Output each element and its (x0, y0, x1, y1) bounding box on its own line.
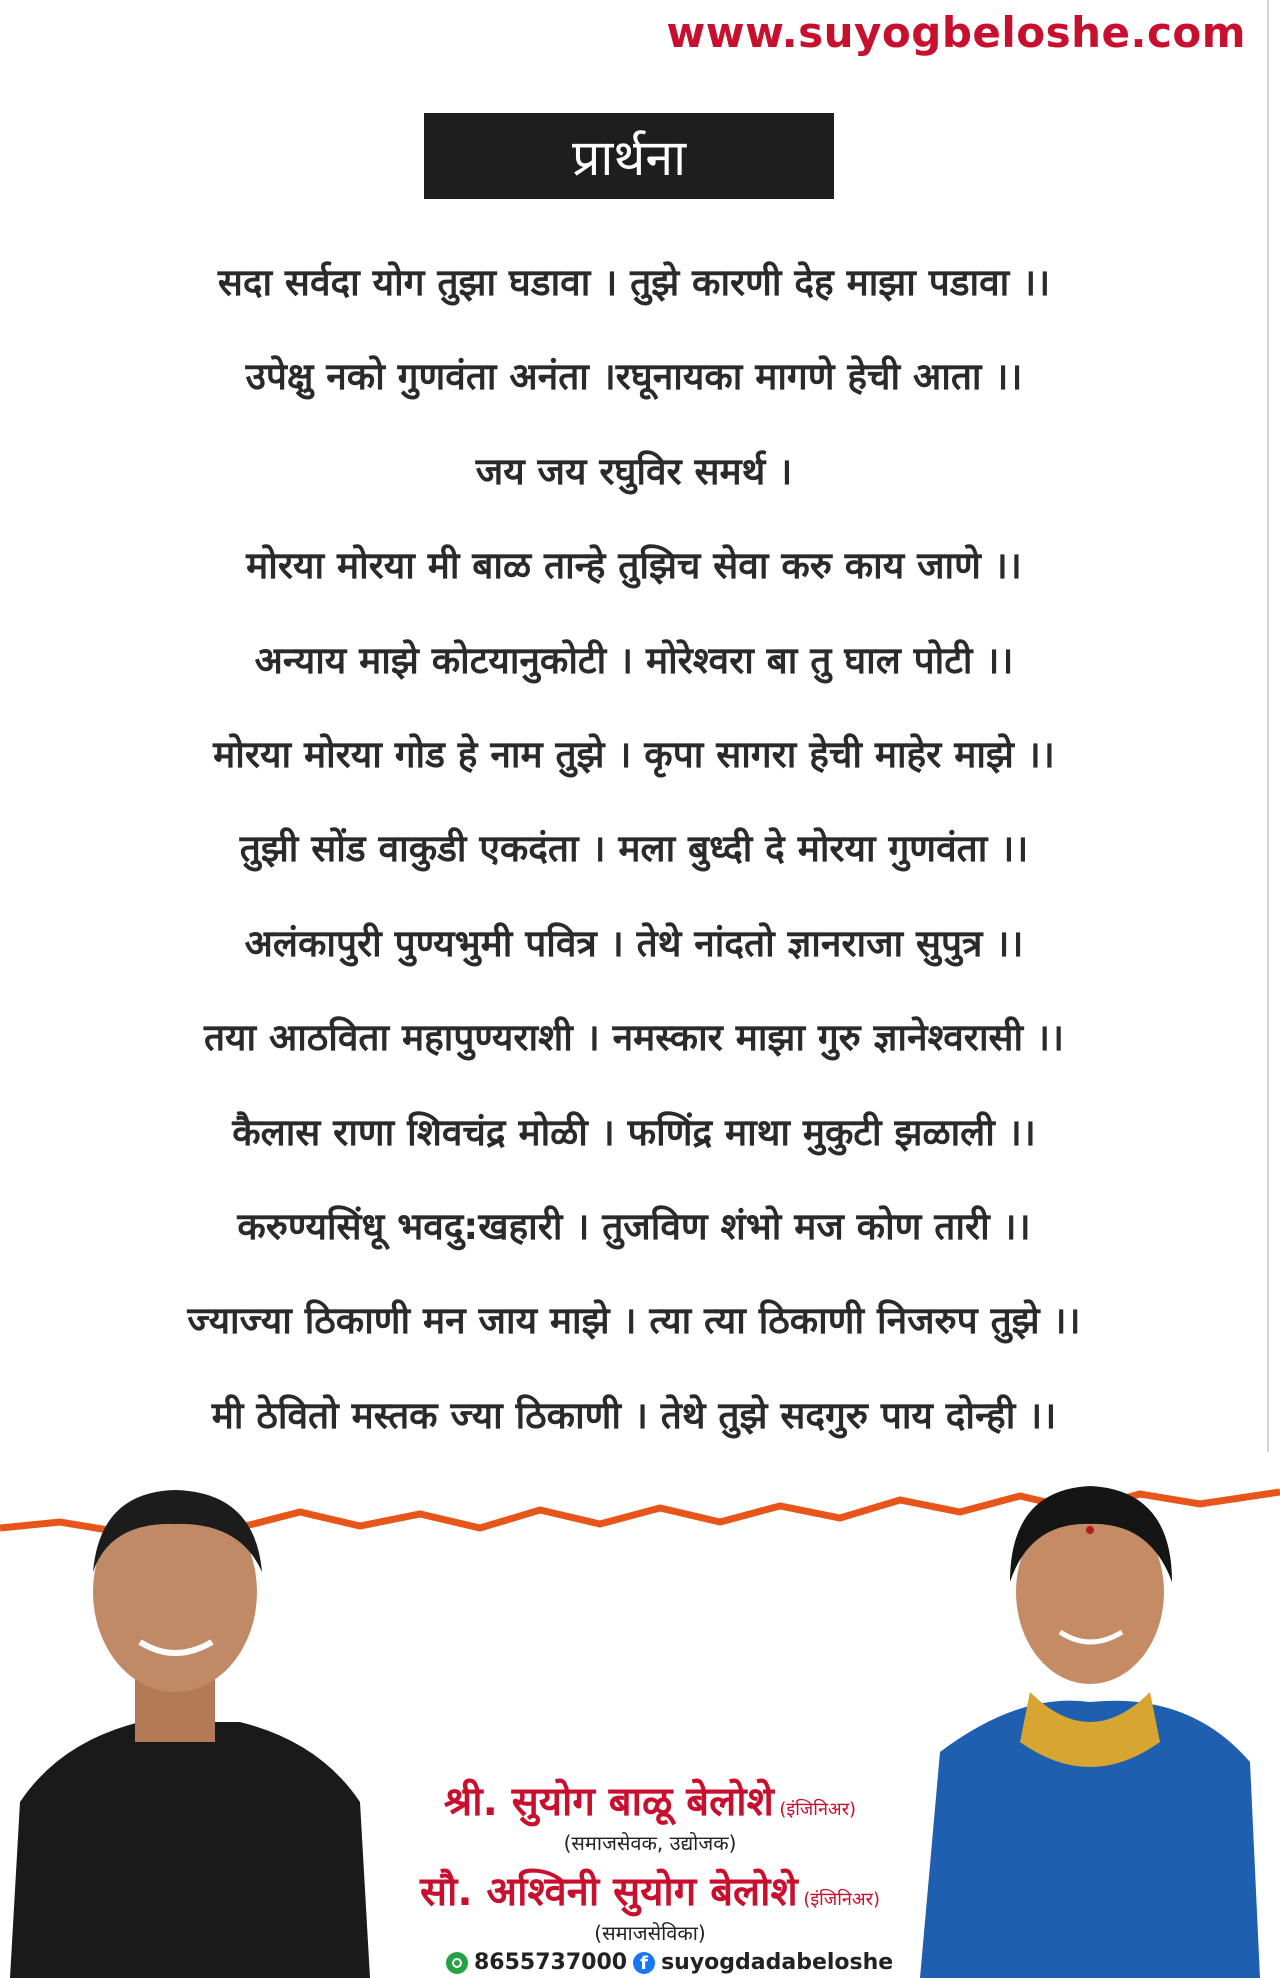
facebook-handle[interactable]: suyogdadabeloshe (661, 1950, 894, 1975)
man-portrait (0, 1472, 380, 1978)
verse-line: करुण्यसिंधू भवदु:खहारी । तुजविण शंभो मज कोण तारी ।। (237, 1204, 1031, 1248)
page-title (424, 113, 834, 199)
woman-portrait (900, 1462, 1280, 1978)
facebook-icon: f (633, 1952, 655, 1974)
verse-line: कैलास राणा शिवचंद्र मोळी । फणिंद्र माथा मुकुटी झळाली ।। (232, 1110, 1036, 1154)
verse-line: मोरया मोरया गोड हे नाम तुझे । कृपा सागरा हेची माहेर माझे ।। (213, 732, 1055, 776)
website-url[interactable]: www.suyogbeloshe.com (666, 8, 1246, 57)
person2-name-line (380, 1862, 920, 1917)
verse-line: तया आठविता महापुण्यराशी । नमस्कार माझा गुरु ज्ञानेश्वरासी ।। (203, 1016, 1065, 1060)
verse-line: ज्याज्या ठिकाणी मन जाय माझे । त्या त्या ठिकाणी निजरुप तुझे ।। (187, 1299, 1081, 1343)
page-title-text: प्रार्थना (571, 129, 687, 187)
contact-row (446, 1950, 893, 1975)
verse-line: मी ठेवितो मस्तक ज्या ठिकाणी । तेथे तुझे सदगुरु पाय दोन्ही ।। (211, 1393, 1057, 1437)
verse-line: उपेक्षु नको गुणवंता अनंता ।रघूनायका मागणे हेची आता ।। (245, 355, 1023, 399)
verse-line: जय जय रघुविर समर्थ । (475, 449, 793, 493)
person2-tag: (इंजिनिअर) (803, 1889, 880, 1910)
names-block (380, 1772, 920, 1952)
verse-line: सदा सर्वदा योग तुझा घडावा । तुझे कारणी देह माझा पडावा ।। (217, 261, 1051, 304)
verse-line: मोरया मोरया मी बाळ तान्हे तुझिच सेवा करु काय जाणे ।। (246, 544, 1022, 588)
person1-name-line (380, 1772, 920, 1827)
footer-banner (0, 1452, 1280, 1978)
person1-role: (समाजसेवक, उद्योजक) (563, 1831, 737, 1855)
person2-role: (समाजसेविका) (594, 1921, 706, 1945)
verse-line: तुझी सोंड वाकुडी एकदंता । मला बुध्दी दे मोरया गुणवंता ।। (239, 827, 1029, 871)
whatsapp-icon (446, 1952, 468, 1974)
person1-name: श्री. सुयोग बाळू बेलोशे (443, 1779, 774, 1825)
phone-number[interactable]: 8655737000 (474, 1950, 628, 1975)
verse-line: अन्याय माझे कोटयानुकोटी । मोरेश्वरा बा तु घाल पोटी ।। (254, 638, 1014, 682)
verse-line: अलंकापुरी पुण्यभुमी पवित्र । तेथे नांदतो ज्ञानराजा सुपुत्र ।। (244, 921, 1024, 965)
person2-name: सौ. अश्विनी सुयोग बेलोशे (420, 1869, 798, 1915)
person1-tag: (इंजिनिअर) (779, 1799, 857, 1820)
verse-list (0, 242, 1268, 1469)
